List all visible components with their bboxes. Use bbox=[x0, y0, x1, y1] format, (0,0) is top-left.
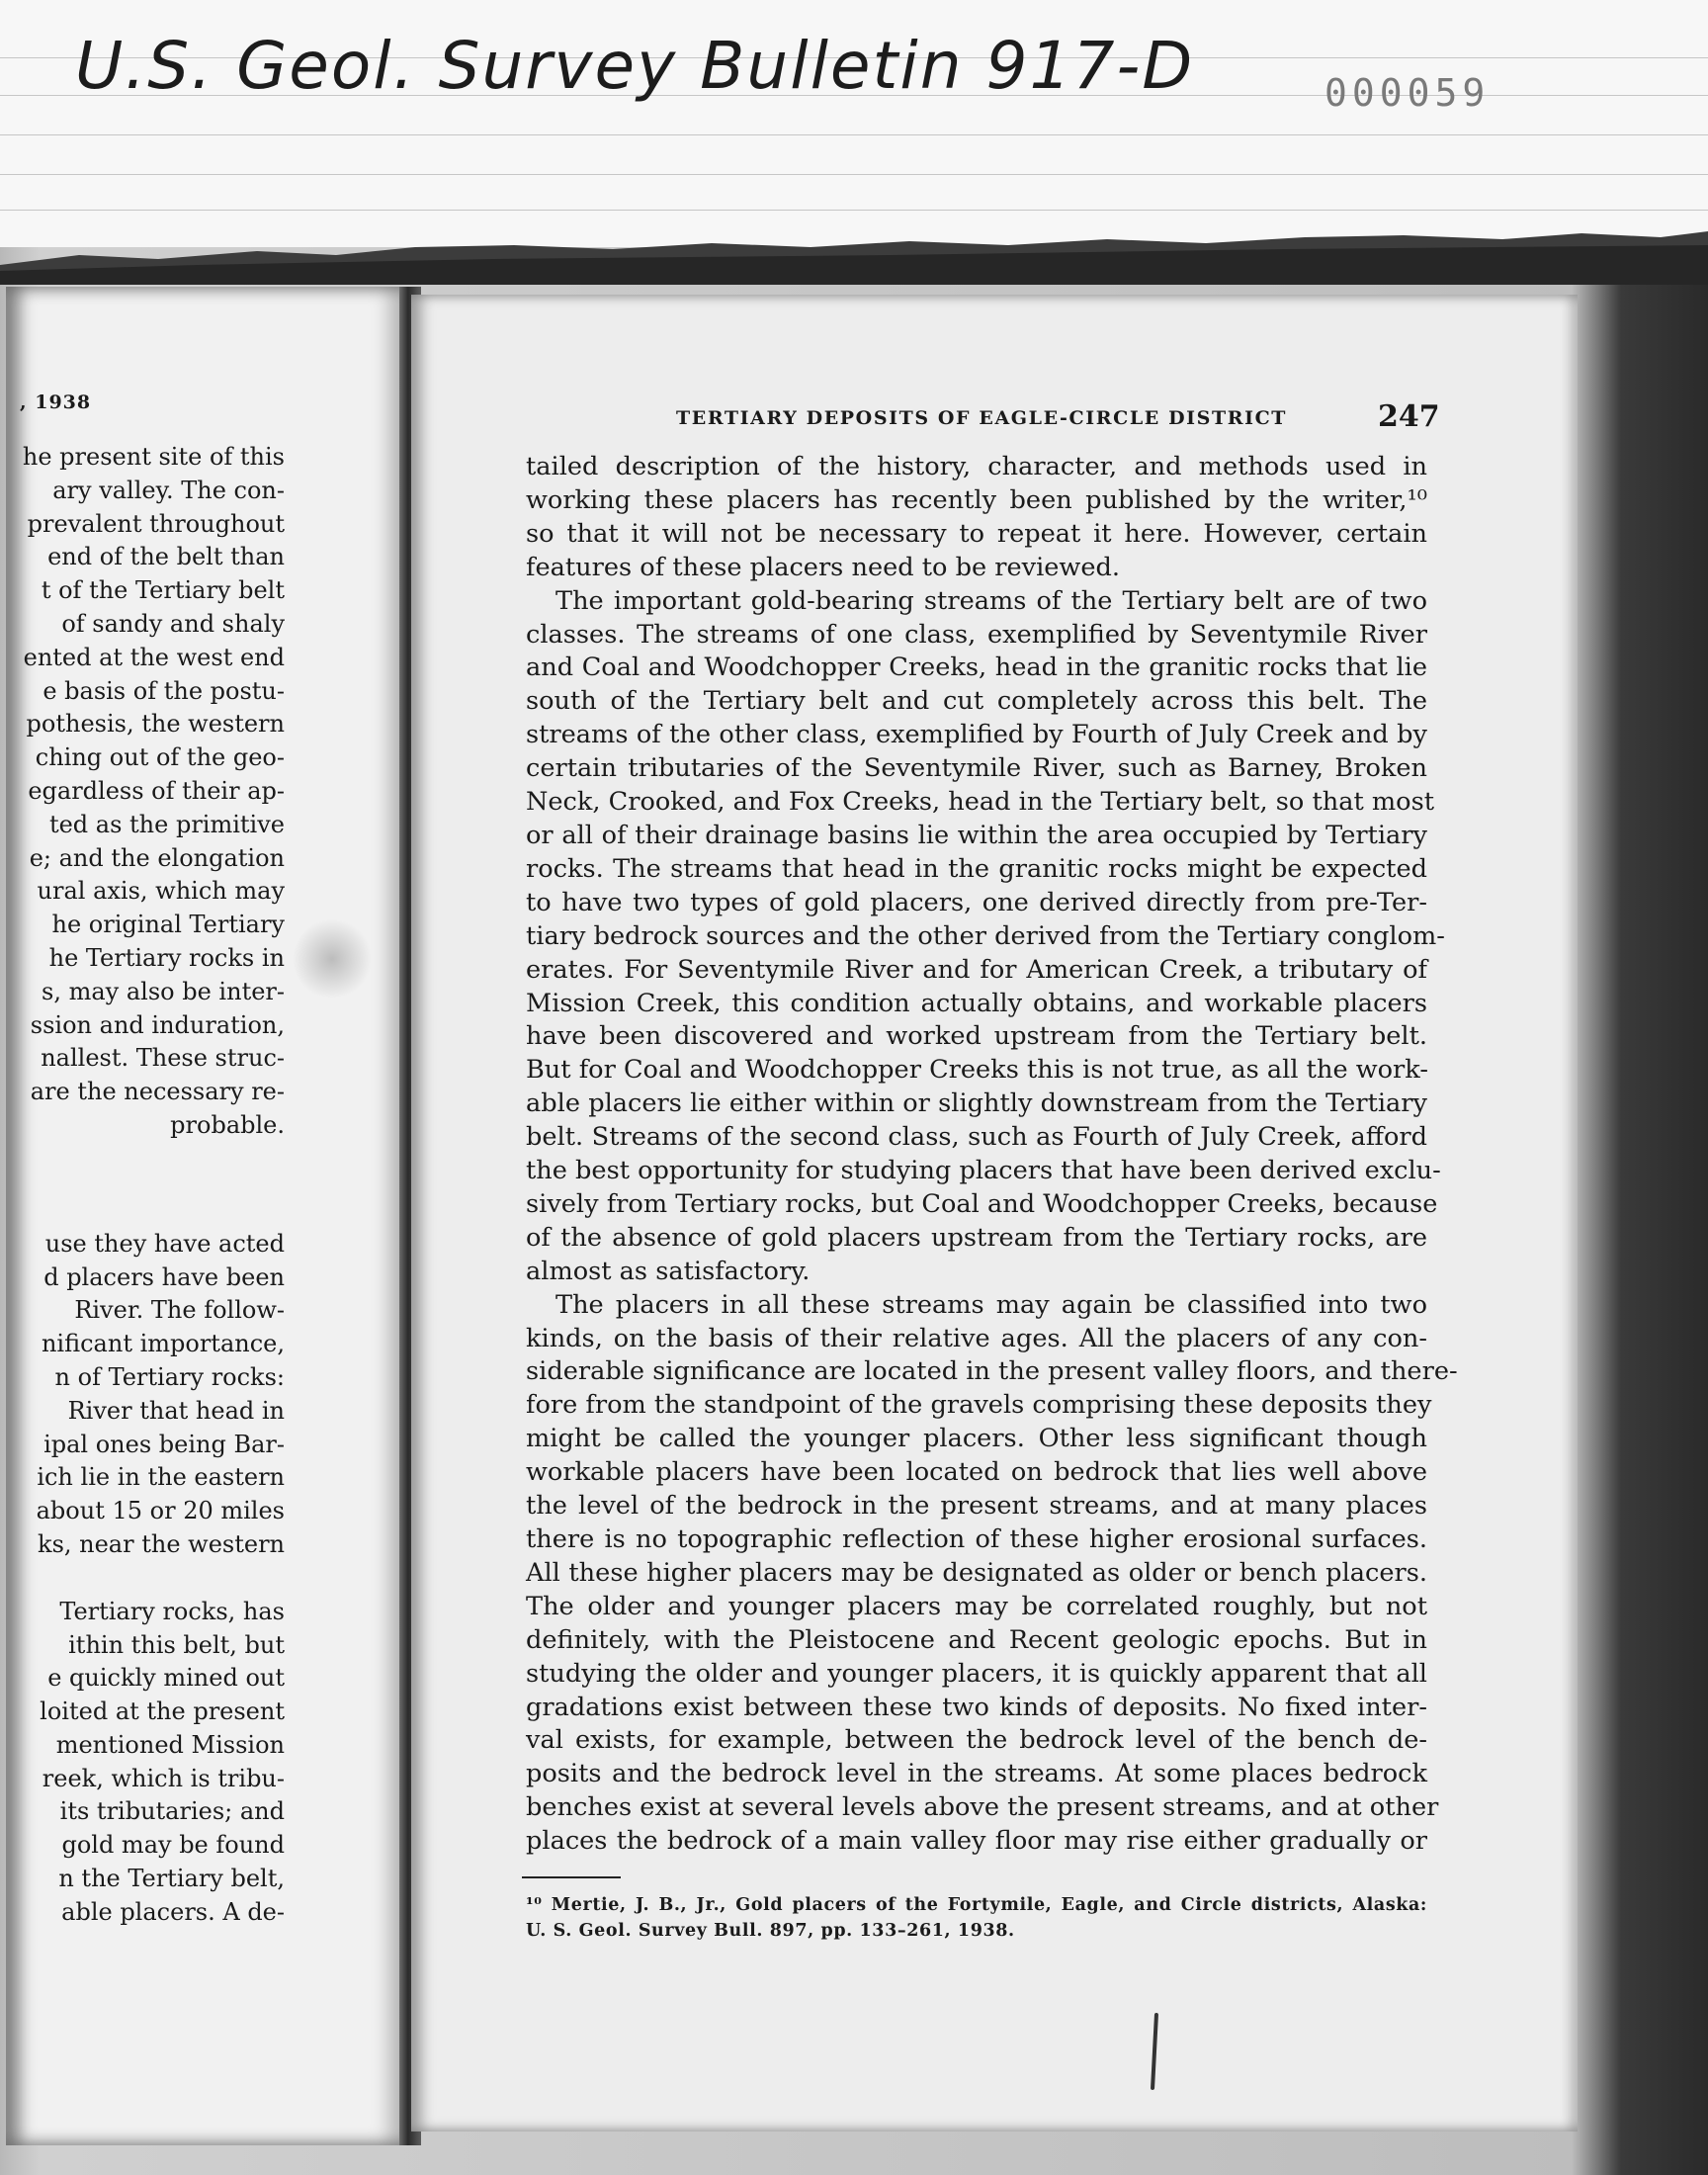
text-line: posits and the bedrock level in the streams. At some places bedrock bbox=[526, 1759, 1427, 1789]
text-line: ented at the west end bbox=[23, 643, 285, 671]
text-line: he original Tertiary bbox=[51, 911, 285, 939]
text-line: use they have acted bbox=[44, 1229, 285, 1258]
torn-paper-edge bbox=[0, 225, 1708, 285]
text-line: ted as the primitive bbox=[48, 810, 285, 838]
text-line: of the absence of gold placers upstream from the Tertiary rocks, are bbox=[526, 1222, 1427, 1253]
text-line: t of the Tertiary belt bbox=[41, 576, 285, 605]
text-line: tailed description of the history, character, and methods used in bbox=[526, 452, 1427, 481]
text-line: River that head in bbox=[67, 1396, 285, 1425]
text-line: the best opportunity for studying placers that have been derived exclu- bbox=[526, 1156, 1441, 1186]
text-line: rocks. The streams that head in the granitic rocks might be expected bbox=[526, 853, 1427, 884]
text-line: The placers in all these streams may again be classified into two bbox=[555, 1289, 1427, 1320]
text-line: ks, near the western bbox=[38, 1529, 285, 1558]
text-line: egardless of their ap- bbox=[28, 776, 285, 805]
text-line: Mission Creek, this condition actually obtains, and workable placers bbox=[526, 988, 1427, 1018]
footnote bbox=[526, 1892, 1427, 1944]
text-line: d placers have been bbox=[43, 1262, 285, 1291]
text-line: siderable significance are located in the present valley floors, and there- bbox=[526, 1356, 1458, 1387]
text-line: of sandy and shaly bbox=[61, 609, 285, 638]
text-line: gold may be found bbox=[61, 1831, 285, 1860]
running-header bbox=[411, 399, 1578, 439]
text-line: s, may also be inter- bbox=[42, 977, 285, 1005]
handwritten-title: U.S. Geol. Survey Bulletin 917-D bbox=[75, 28, 1195, 104]
text-line: might be called the younger placers. Other less significant though bbox=[526, 1424, 1427, 1454]
smudge bbox=[293, 919, 372, 999]
section-gap bbox=[23, 1143, 285, 1228]
stamp-number: 000059 bbox=[1324, 71, 1491, 115]
text-line: ching out of the geo- bbox=[35, 743, 285, 772]
text-line: gradations exist between these two kinds of deposits. No fixed inter- bbox=[526, 1692, 1427, 1722]
text-line: nallest. These struc- bbox=[41, 1044, 285, 1073]
text-line: ipal ones being Bar- bbox=[43, 1430, 285, 1458]
text-line: workable placers have been located on bedrock that lies well above bbox=[526, 1457, 1427, 1488]
text-line: fore from the standpoint of the gravels comprising these deposits they bbox=[526, 1390, 1432, 1421]
text-line: almost as satisfactory. bbox=[526, 1256, 811, 1286]
text-line: All these higher placers may be designated as older or bench placers. bbox=[526, 1557, 1427, 1588]
text-line: to have two types of gold placers, one derived directly from pre-Ter- bbox=[526, 887, 1427, 917]
header-strip bbox=[0, 0, 1708, 247]
text-line: nificant importance, bbox=[41, 1330, 285, 1358]
text-line: features of these placers need to be reviewed. bbox=[526, 552, 1120, 582]
text-line: erates. For Seventymile River and for American Creek, a tributary of bbox=[526, 954, 1427, 985]
text-line: the level of the bedrock in the present streams, and at many places bbox=[526, 1491, 1427, 1522]
text-line: Neck, Crooked, and Fox Creeks, head in the Tertiary belt, so that most bbox=[526, 787, 1434, 818]
text-line: so that it will not be necessary to repeat it here. However, certain bbox=[526, 518, 1427, 549]
text-line: belt. Streams of the second class, such as Fourth of July Creek, afford bbox=[526, 1122, 1427, 1153]
text-line: val exists, for example, between the bedrock level of the bench de- bbox=[526, 1725, 1427, 1756]
footnote-rule bbox=[522, 1876, 621, 1878]
right-page bbox=[411, 295, 1578, 2132]
text-line: are the necessary re- bbox=[30, 1078, 285, 1106]
text-line: Tertiary rocks, has bbox=[59, 1597, 285, 1625]
text-line: studying the older and younger placers, it is quickly apparent that all bbox=[526, 1658, 1427, 1689]
text-line: River. The follow- bbox=[74, 1296, 285, 1325]
section-gap bbox=[23, 1562, 285, 1596]
running-title: TERTIARY DEPOSITS OF EAGLE-CIRCLE DISTRICT bbox=[676, 407, 1288, 429]
text-line: n the Tertiary belt, bbox=[58, 1865, 285, 1893]
text-line: definitely, with the Pleistocene and Recent geologic epochs. But in bbox=[526, 1624, 1427, 1655]
text-line: e quickly mined out bbox=[47, 1664, 285, 1693]
text-line: ssion and induration, bbox=[30, 1010, 285, 1039]
text-line: probable. bbox=[170, 1110, 285, 1139]
footnote-line: ¹⁰ Mertie, J. B., Jr., Gold placers of the Fortymile, Eagle, and Circle districts, Alaska: bbox=[526, 1895, 1427, 1915]
text-line: The important gold-bearing streams of the Tertiary belt are of two bbox=[555, 585, 1427, 616]
text-line: n of Tertiary rocks: bbox=[54, 1362, 285, 1391]
text-line: able placers lie either within or slightly downstream from the Tertiary bbox=[526, 1088, 1427, 1119]
text-line: there is no topographic reflection of these higher erosional surfaces. bbox=[526, 1524, 1427, 1554]
text-line: tiary bedrock sources and the other derived from the Tertiary conglom- bbox=[526, 920, 1445, 951]
text-line: able placers. A de- bbox=[61, 1897, 285, 1926]
text-line: classes. The streams of one class, exemplified by Seventymile River bbox=[526, 619, 1427, 650]
text-line: he present site of this bbox=[22, 443, 285, 471]
page-number: 247 bbox=[1378, 399, 1440, 434]
text-line: The older and younger placers may be correlated roughly, but not bbox=[526, 1591, 1427, 1621]
body-text bbox=[526, 451, 1458, 1859]
left-page bbox=[6, 287, 401, 2145]
text-line: ich lie in the eastern bbox=[37, 1463, 285, 1492]
text-line: benches exist at several levels above the present streams, and at other bbox=[526, 1792, 1439, 1823]
text-line: working these placers has recently been published by the writer,¹⁰ bbox=[526, 484, 1427, 515]
text-line: or all of their drainage basins lie within the area occupied by Tertiary bbox=[526, 820, 1427, 850]
text-line: e; and the elongation bbox=[29, 843, 285, 872]
text-line: he Tertiary rocks in bbox=[48, 943, 285, 972]
footnote-line: U. S. Geol. Survey Bull. 897, pp. 133–261, 1938. bbox=[526, 1921, 1015, 1941]
left-page-running-head: , 1938 bbox=[20, 392, 92, 413]
text-line: end of the belt than bbox=[47, 543, 285, 571]
text-line: kinds, on the basis of their relative ages. All the placers of any con- bbox=[526, 1323, 1427, 1353]
text-line: places the bedrock of a main valley floor may rise either gradually or bbox=[526, 1826, 1427, 1857]
text-line: south of the Tertiary belt and cut completely across this belt. The bbox=[526, 686, 1427, 717]
text-line: streams of the other class, exemplified by Fourth of July Creek and by bbox=[526, 720, 1427, 750]
text-line: But for Coal and Woodchopper Creeks this is not true, as all the work- bbox=[526, 1055, 1428, 1086]
text-line: reek, which is tribu- bbox=[42, 1764, 285, 1792]
text-line: pothesis, the western bbox=[26, 710, 285, 739]
text-line: loited at the present bbox=[40, 1697, 285, 1726]
text-line: ithin this belt, but bbox=[68, 1630, 285, 1659]
text-line: e basis of the postu- bbox=[43, 676, 285, 705]
text-line: have been discovered and worked upstream from the Tertiary belt. bbox=[526, 1021, 1427, 1052]
text-line: certain tributaries of the Seventymile River, such as Barney, Broken bbox=[526, 753, 1427, 784]
text-line: ural axis, which may bbox=[37, 877, 285, 906]
text-line: prevalent throughout bbox=[27, 509, 285, 538]
text-line: ary valley. The con- bbox=[52, 476, 285, 504]
text-line: and Coal and Woodchopper Creeks, head in the granitic rocks that lie bbox=[526, 652, 1427, 683]
text-line: sively from Tertiary rocks, but Coal and Woodchopper Creeks, because bbox=[526, 1188, 1438, 1219]
left-page-text bbox=[23, 441, 285, 1930]
text-line: mentioned Mission bbox=[55, 1730, 285, 1759]
text-line: about 15 or 20 miles bbox=[36, 1497, 285, 1525]
text-line: its tributaries; and bbox=[59, 1797, 285, 1826]
